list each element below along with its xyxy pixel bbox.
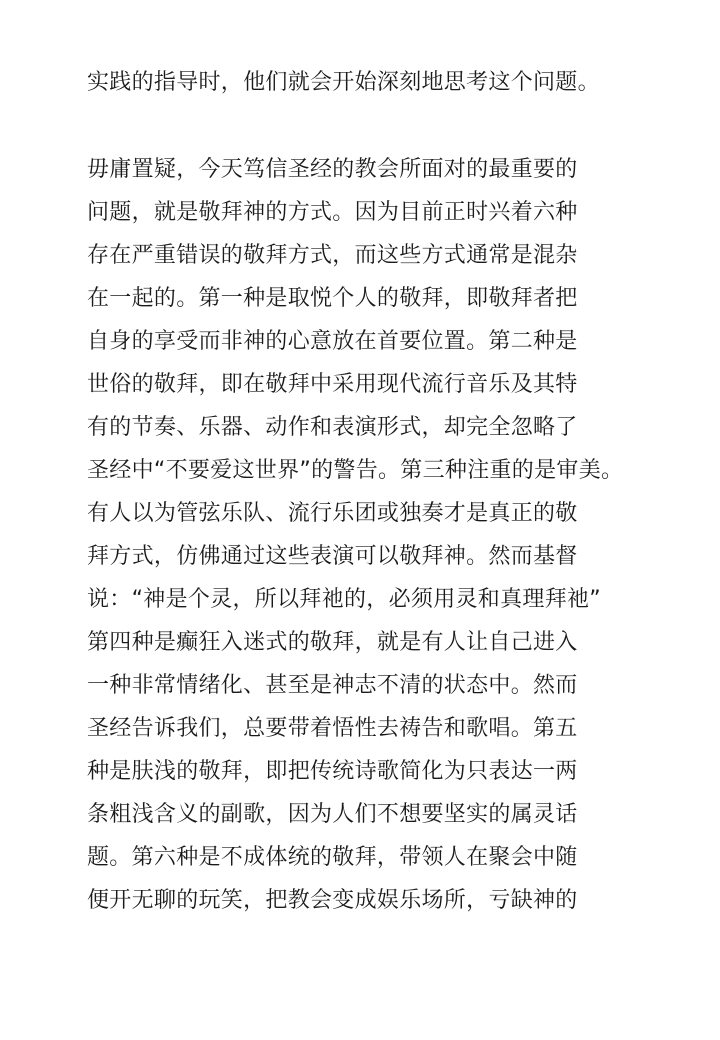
text-line: 有人以为管弦乐队、流行乐团或独奏才是真正的敬 xyxy=(87,501,578,526)
text-line: 毋庸置疑，今天笃信圣经的教会所面对的最重要的 xyxy=(87,157,578,182)
text-line: 问题，就是敬拜神的方式。因为目前正时兴着六种 xyxy=(87,200,578,225)
text-line: 存在严重错误的敬拜方式，而这些方式通常是混杂 xyxy=(87,243,578,268)
text-line: 自身的享受而非神的心意放在首要位置。第二种是 xyxy=(87,329,578,354)
text-line: 拜方式，仿佛通过这些表演可以敬拜神。然而基督 xyxy=(87,544,578,569)
text-line: 世俗的敬拜，即在敬拜中采用现代流行音乐及其特 xyxy=(87,372,578,397)
text-line: 种是肤浅的敬拜，即把传统诗歌简化为只表达一两 xyxy=(87,759,578,784)
text-line: 说：“神是个灵，所以拜祂的，必须用灵和真理拜祂” xyxy=(87,587,601,612)
text-line: 一种非常情绪化、甚至是神志不清的状态中。然而 xyxy=(87,673,578,698)
text-line: 有的节奏、乐器、动作和表演形式，却完全忽略了 xyxy=(87,415,578,440)
text-line: 圣经中“不要爱这世界”的警告。第三种注重的是审美。 xyxy=(87,458,624,483)
text-line: 在一起的。第一种是取悦个人的敬拜，即敬拜者把 xyxy=(87,286,578,311)
text-line: 便开无聊的玩笑，把教会变成娱乐场所，亏缺神的 xyxy=(87,888,578,913)
text-line: 条粗浅含义的副歌，因为人们不想要坚实的属灵话 xyxy=(87,802,578,827)
text-line: 题。第六种是不成体统的敬拜，带领人在聚会中随 xyxy=(87,845,578,870)
paragraph-2 xyxy=(87,148,720,922)
paragraph-1 xyxy=(87,61,720,104)
text-line: 第四种是癫狂入迷式的敬拜，就是有人让自己进入 xyxy=(87,630,578,655)
text-line: 实践的指导时，他们就会开始深刻地思考这个问题。 xyxy=(87,70,600,95)
text-line: 圣经告诉我们，总要带着悟性去祷告和歌唱。第五 xyxy=(87,716,578,741)
